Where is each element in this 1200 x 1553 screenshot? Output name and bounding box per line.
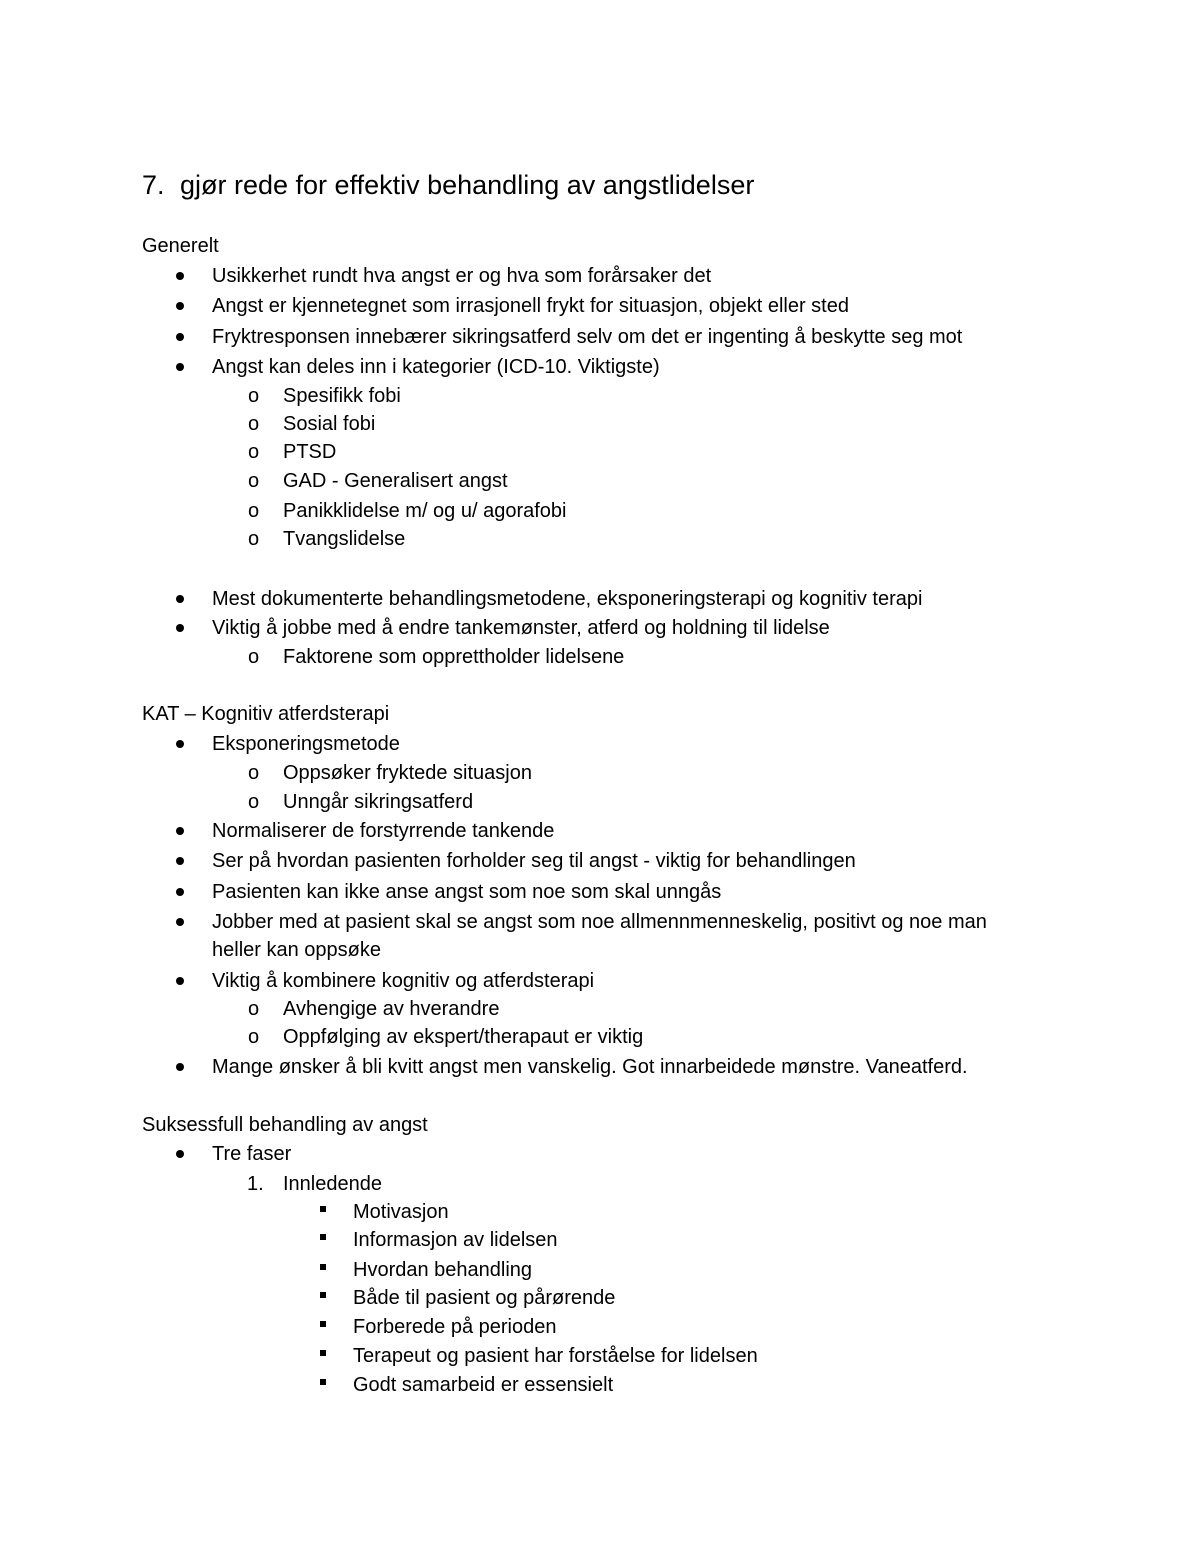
bullet-icon <box>176 918 184 926</box>
bullet-icon <box>176 624 184 632</box>
title-text: gjør rede for effektiv behandling av angstlidelser <box>180 170 755 200</box>
sub-list-item: Oppsøker fryktede situasjon <box>283 762 532 784</box>
section-heading-generelt: Generelt <box>142 235 219 257</box>
bullet-icon <box>176 333 184 341</box>
sub-list-item: Oppfølging av ekspert/therapaut er viktig <box>283 1026 644 1048</box>
bullet-icon <box>176 1150 184 1158</box>
square-bullet-icon <box>320 1234 326 1240</box>
sub-list-item: Tvangslidelse <box>283 528 406 550</box>
square-bullet-icon <box>320 1379 326 1385</box>
square-bullet-icon <box>320 1264 326 1270</box>
list-item: Mange ønsker å bli kvitt angst men vanskelig. Got innarbeidede mønstre. Vaneatferd. <box>212 1056 968 1078</box>
list-item: Tre faser <box>212 1143 292 1165</box>
sub-sub-list-item: Motivasjon <box>353 1201 449 1223</box>
numbered-marker: 1. <box>247 1173 264 1195</box>
sub-list-item: Panikklidelse m/ og u/ agorafobi <box>283 500 567 522</box>
section-heading-kat: KAT – Kognitiv atferdsterapi <box>142 703 390 725</box>
sub-bullet-marker: o <box>248 646 260 668</box>
list-item: Usikkerhet rundt hva angst er og hva som forårsaker det <box>212 265 712 287</box>
sub-bullet-marker: o <box>248 500 260 522</box>
list-item: Angst er kjennetegnet som irrasjonell frykt for situasjon, objekt eller sted <box>212 295 849 317</box>
sub-bullet-marker: o <box>248 762 260 784</box>
bullet-icon <box>176 857 184 865</box>
list-item: Pasienten kan ikke anse angst som noe som skal unngås <box>212 881 722 903</box>
page-title <box>142 167 754 203</box>
list-item: Jobber med at pasient skal se angst som noe allmennmenneskelig, positivt og noe man <box>212 911 987 933</box>
sub-list-item: Faktorene som opprettholder lidelsene <box>283 646 625 668</box>
sub-sub-list-item: Hvordan behandling <box>353 1259 533 1281</box>
bullet-icon <box>176 740 184 748</box>
sub-list-item: Avhengige av hverandre <box>283 998 500 1020</box>
sub-sub-list-item: Godt samarbeid er essensielt <box>353 1374 614 1396</box>
list-item-continuation: heller kan oppsøke <box>212 939 381 961</box>
section-heading-suksess: Suksessfull behandling av angst <box>142 1114 428 1136</box>
sub-bullet-marker: o <box>248 385 260 407</box>
bullet-icon <box>176 1063 184 1071</box>
sub-sub-list-item: Terapeut og pasient har forståelse for lidelsen <box>353 1345 758 1367</box>
list-item: Mest dokumenterte behandlingsmetodene, eksponeringsterapi og kognitiv terapi <box>212 588 923 610</box>
bullet-icon <box>176 977 184 985</box>
bullet-icon <box>176 363 184 371</box>
sub-bullet-marker: o <box>248 470 260 492</box>
sub-sub-list-item: Både til pasient og pårørende <box>353 1287 616 1309</box>
numbered-list-item: Innledende <box>283 1173 382 1195</box>
sub-list-item: GAD - Generalisert angst <box>283 470 508 492</box>
square-bullet-icon <box>320 1292 326 1298</box>
sub-bullet-marker: o <box>248 413 260 435</box>
sub-list-item: Sosial fobi <box>283 413 376 435</box>
sub-list-item: Unngår sikringsatferd <box>283 791 474 813</box>
list-item: Viktig å jobbe med å endre tankemønster, atferd og holdning til lidelse <box>212 617 830 639</box>
bullet-icon <box>176 302 184 310</box>
list-item: Ser på hvordan pasienten forholder seg til angst - viktig for behandlingen <box>212 850 856 872</box>
sub-sub-list-item: Forberede på perioden <box>353 1316 557 1338</box>
sub-bullet-marker: o <box>248 1026 260 1048</box>
sub-bullet-marker: o <box>248 441 260 463</box>
list-item: Angst kan deles inn i kategorier (ICD-10. Viktigste) <box>212 356 660 378</box>
list-item: Fryktresponsen innebærer sikringsatferd selv om det er ingenting å beskytte seg mot <box>212 326 963 348</box>
list-item: Normaliserer de forstyrrende tankende <box>212 820 555 842</box>
square-bullet-icon <box>320 1321 326 1327</box>
square-bullet-icon <box>320 1206 326 1212</box>
sub-list-item: Spesifikk fobi <box>283 385 401 407</box>
square-bullet-icon <box>320 1350 326 1356</box>
title-number: 7. <box>142 170 165 200</box>
bullet-icon <box>176 595 184 603</box>
sub-list-item: PTSD <box>283 441 337 463</box>
bullet-icon <box>176 827 184 835</box>
list-item: Viktig å kombinere kognitiv og atferdsterapi <box>212 970 595 992</box>
sub-bullet-marker: o <box>248 791 260 813</box>
sub-bullet-marker: o <box>248 528 260 550</box>
list-item: Eksponeringsmetode <box>212 733 400 755</box>
sub-sub-list-item: Informasjon av lidelsen <box>353 1229 558 1251</box>
sub-bullet-marker: o <box>248 998 260 1020</box>
bullet-icon <box>176 272 184 280</box>
bullet-icon <box>176 888 184 896</box>
